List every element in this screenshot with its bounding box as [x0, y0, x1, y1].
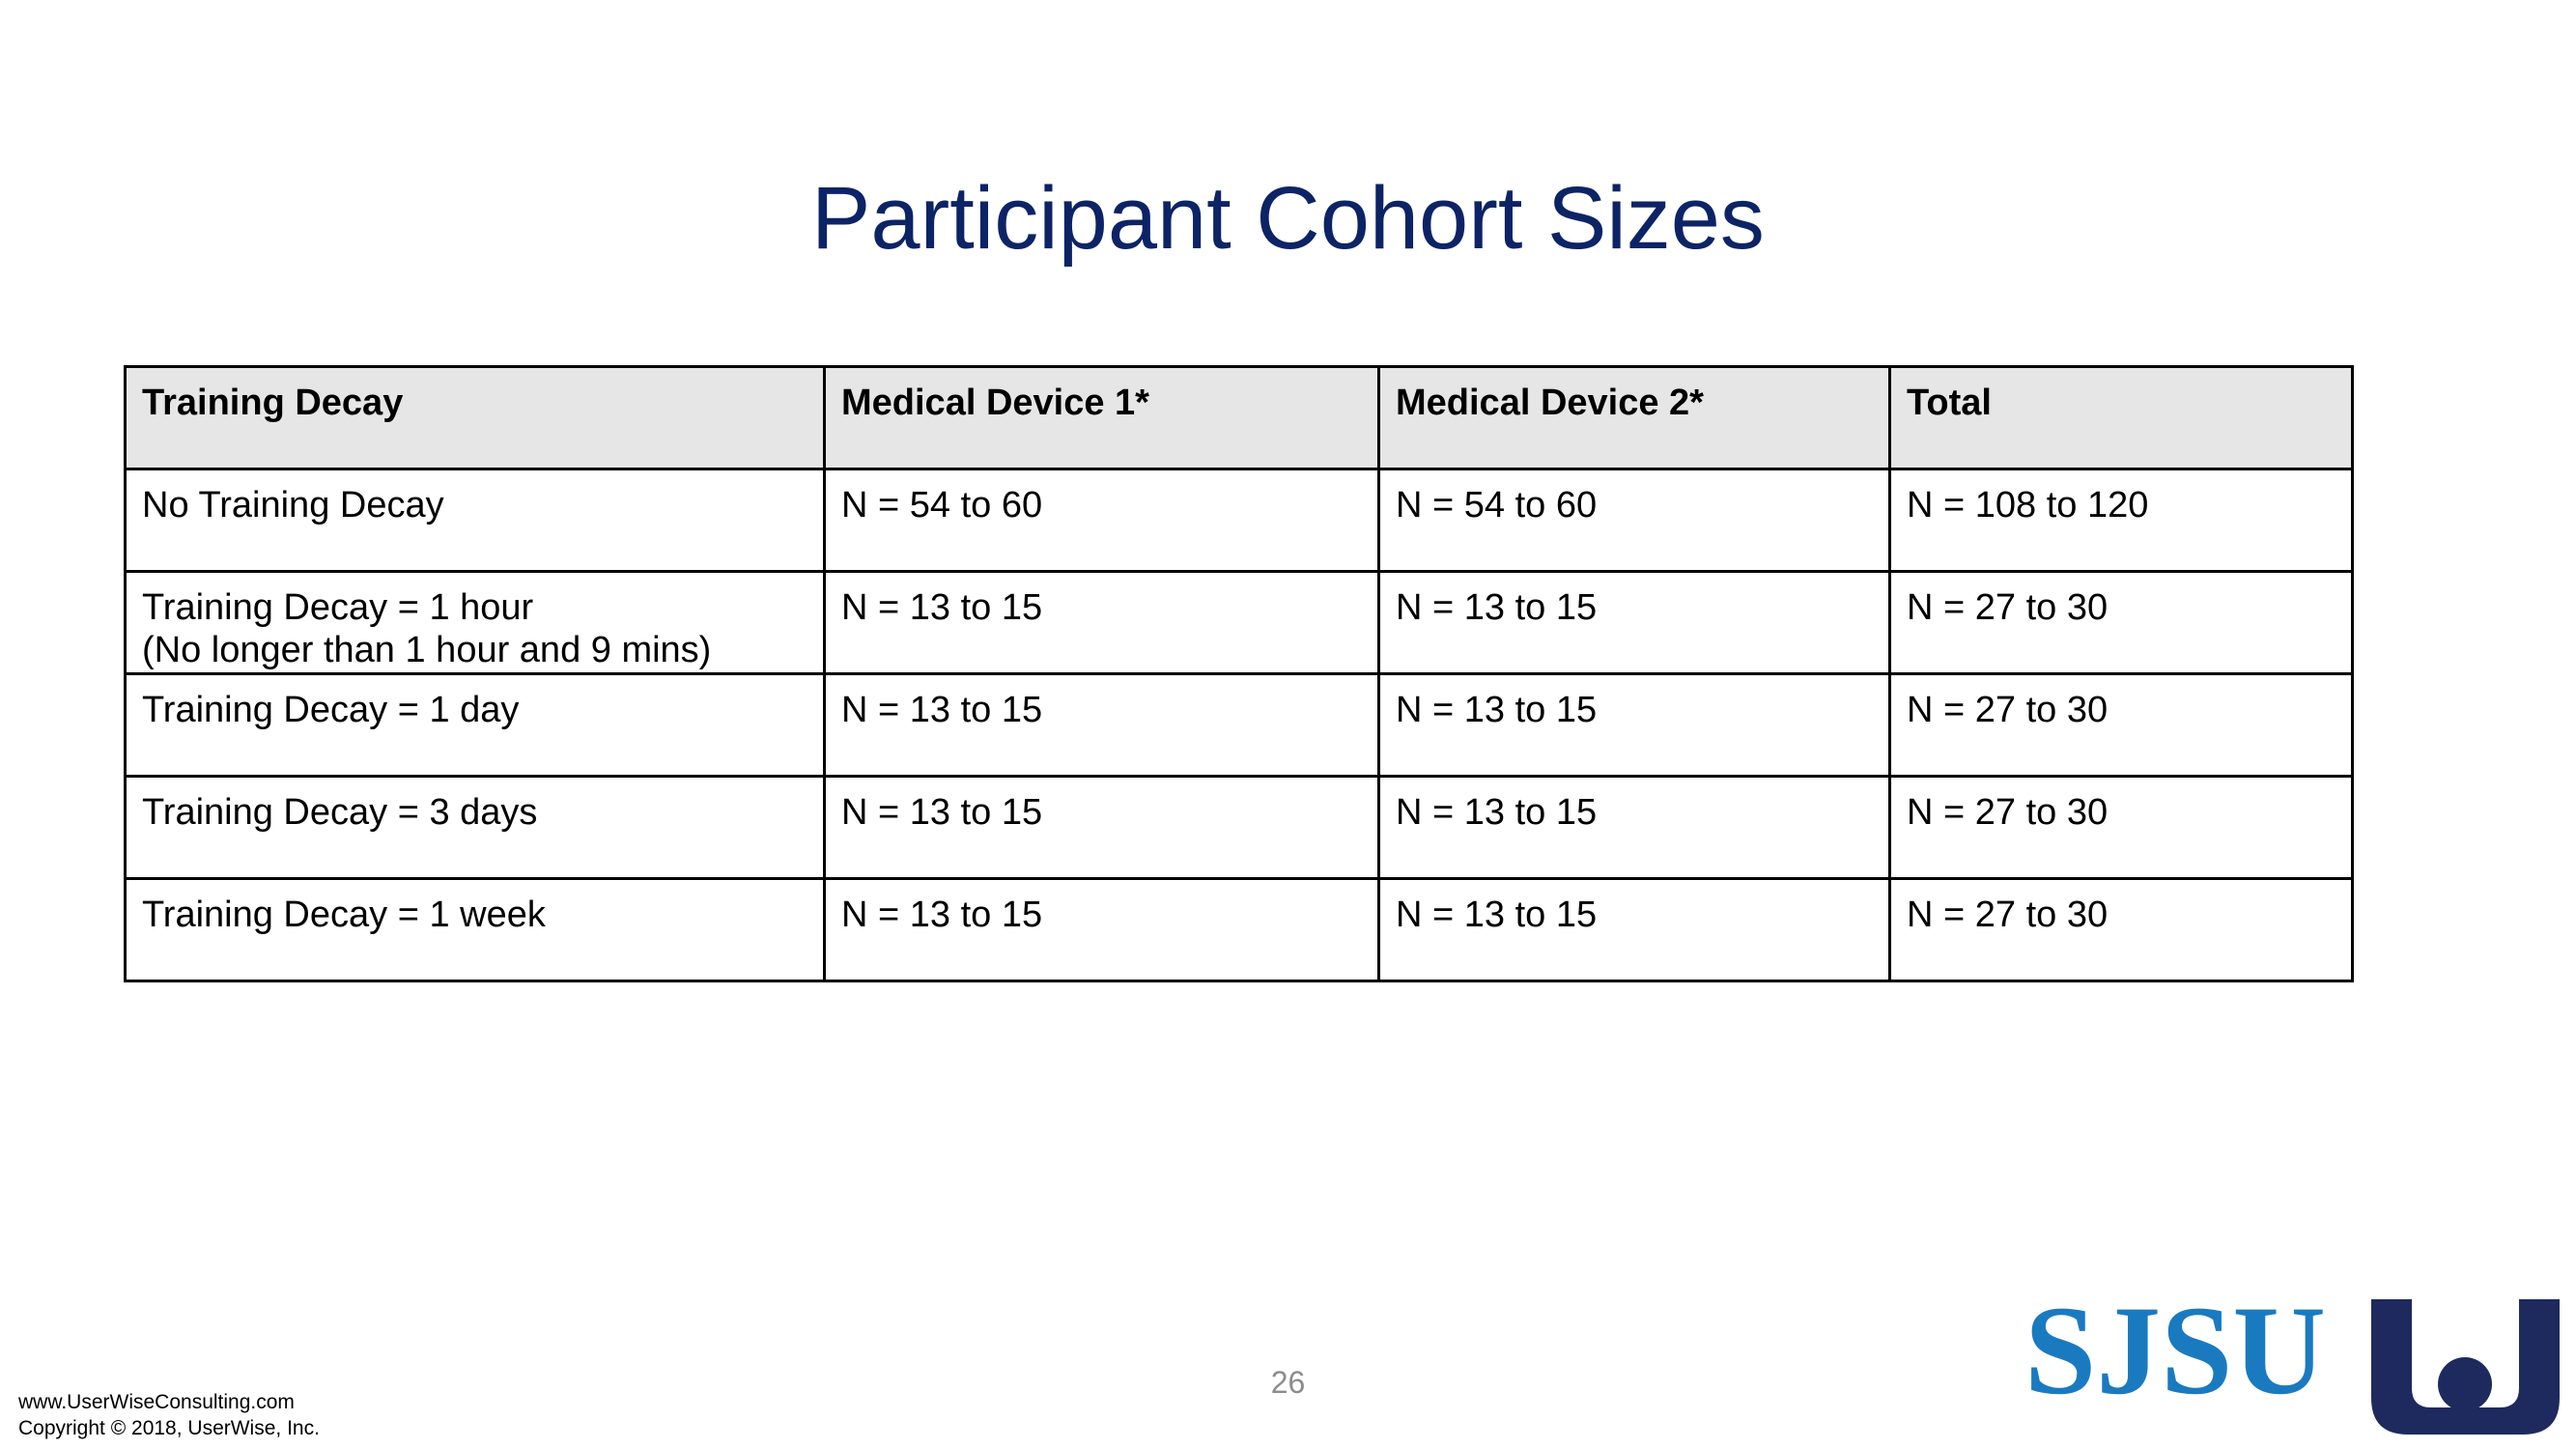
header-training-decay: Training Decay: [126, 367, 825, 469]
table-row: [126, 777, 2353, 879]
header-medical-device-1: Medical Device 1*: [825, 367, 1379, 469]
cell-device-1: N = 13 to 15: [825, 674, 1379, 777]
cell-device-2: N = 13 to 15: [1379, 674, 1890, 777]
table-header-row: [126, 367, 2353, 469]
cell-device-2: N = 13 to 15: [1379, 777, 1890, 879]
footer: [18, 1389, 320, 1441]
cell-training-decay: [126, 879, 825, 981]
table-row: [126, 572, 2353, 674]
cell-line: Training Decay = 3 days: [142, 792, 538, 833]
cell-total: N = 27 to 30: [1890, 777, 2353, 879]
cell-device-2: N = 13 to 15: [1379, 572, 1890, 674]
cell-device-1: N = 13 to 15: [825, 777, 1379, 879]
cell-device-2: N = 54 to 60: [1379, 469, 1890, 572]
cell-training-decay: [126, 469, 825, 572]
cell-total: N = 27 to 30: [1890, 674, 2353, 777]
cohort-table: [124, 365, 2354, 982]
footer-website-link[interactable]: www.UserWiseConsulting.com: [18, 1391, 295, 1413]
cell-line: Training Decay = 1 week: [142, 895, 546, 935]
cell-training-decay: [126, 572, 825, 674]
cell-training-decay: [126, 777, 825, 879]
cell-line: Training Decay = 1 hour: [142, 587, 534, 628]
cell-total: N = 27 to 30: [1890, 572, 2353, 674]
userwise-u-dot: [2438, 1357, 2492, 1411]
footer-copyright: Copyright © 2018, UserWise, Inc.: [18, 1417, 320, 1439]
cell-line: Training Decay = 1 day: [142, 690, 520, 730]
cell-total: N = 108 to 120: [1890, 469, 2353, 572]
cell-line-note: (No longer than 1 hour and 9 mins): [142, 630, 712, 670]
page-number: 26: [1270, 1365, 1306, 1400]
cell-line: No Training Decay: [142, 485, 444, 526]
cell-training-decay: [126, 674, 825, 777]
slide-title: Participant Cohort Sizes: [811, 169, 1765, 268]
header-total: Total: [1890, 367, 2353, 469]
cell-device-1: N = 54 to 60: [825, 469, 1379, 572]
cell-device-2: N = 13 to 15: [1379, 879, 1890, 981]
table-row: [126, 879, 2353, 981]
cell-device-1: N = 13 to 15: [825, 879, 1379, 981]
userwise-u-logo: [2371, 1299, 2560, 1435]
sjsu-logo-text: SJSU: [2024, 1285, 2326, 1421]
table-row: [126, 469, 2353, 572]
cell-device-1: N = 13 to 15: [825, 572, 1379, 674]
header-medical-device-2: Medical Device 2*: [1379, 367, 1890, 469]
sjsu-logo: [2021, 1285, 2330, 1439]
table-row: [126, 674, 2353, 777]
cell-total: N = 27 to 30: [1890, 879, 2353, 981]
